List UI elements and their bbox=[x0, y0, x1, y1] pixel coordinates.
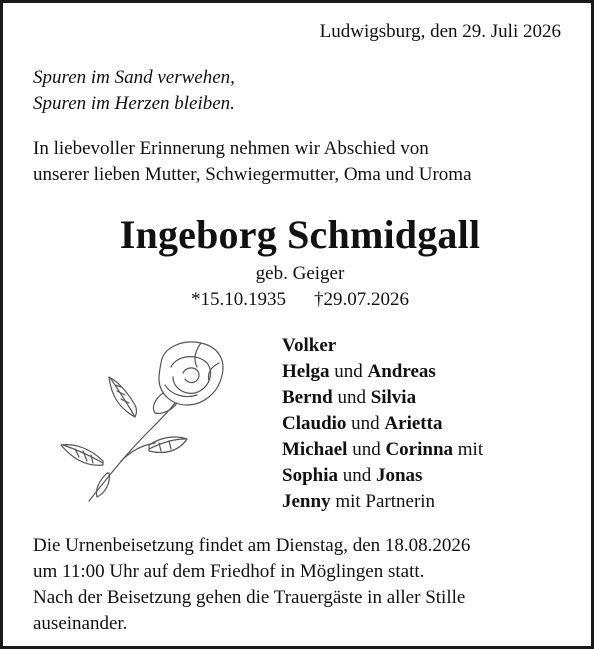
mourner-name: Sophia bbox=[282, 465, 338, 486]
mourner-row bbox=[282, 333, 483, 359]
mourner-joiner: und bbox=[332, 387, 371, 408]
quote-line: Spuren im Sand verwehen, bbox=[33, 67, 235, 88]
life-dates bbox=[3, 289, 594, 311]
maiden-name: geb. Geiger bbox=[255, 263, 345, 284]
mourner-name: Bernd bbox=[282, 387, 333, 408]
closing-line: um 11:00 Uhr auf dem Friedhof in Möglingen statt. bbox=[33, 561, 425, 582]
quote-line: Spuren im Herzen bleiben. bbox=[33, 93, 235, 114]
mourner-name: Helga bbox=[282, 361, 330, 382]
mourner-row bbox=[282, 359, 483, 385]
quote bbox=[33, 65, 235, 117]
birth-date: *15.10.1935 bbox=[191, 289, 286, 310]
deceased-name: Ingeborg Schmidgall bbox=[119, 212, 481, 257]
place-date: Ludwigsburg, den 29. Juli 2026 bbox=[319, 21, 561, 42]
mourner-name: Claudio bbox=[282, 413, 347, 434]
mourner-joiner: und bbox=[337, 465, 376, 486]
mourner-name: Jenny bbox=[282, 491, 331, 512]
closing-line: Nach der Beisetzung gehen die Trauergäste in aller Stille bbox=[33, 587, 466, 608]
mourner-name: Jonas bbox=[375, 465, 423, 486]
mourner-name: Corinna bbox=[385, 439, 454, 460]
intro-text bbox=[33, 136, 472, 188]
mourner-joiner: und bbox=[329, 361, 368, 382]
mourner-row bbox=[282, 411, 483, 437]
mourner-joiner: und bbox=[346, 413, 385, 434]
closing-line: Die Urnenbeisetzung findet am Dienstag, den 18.08.2026 bbox=[33, 535, 471, 556]
closing-text bbox=[33, 533, 470, 637]
mourner-name: Andreas bbox=[367, 361, 436, 382]
mourners-list bbox=[282, 333, 483, 515]
closing-line: auseinander. bbox=[33, 613, 128, 634]
mourner-joiner: mit Partnerin bbox=[330, 491, 436, 512]
intro-line: In liebevoller Erinnerung nehmen wir Abschied von bbox=[33, 138, 429, 159]
mourner-row bbox=[282, 385, 483, 411]
death-date: †29.07.2026 bbox=[314, 289, 409, 310]
intro-line: unserer lieben Mutter, Schwiegermutter, Oma und Uroma bbox=[33, 164, 472, 185]
mourner-joiner: und bbox=[347, 439, 386, 460]
mourner-name: Silvia bbox=[370, 387, 417, 408]
mourner-row bbox=[282, 437, 483, 463]
mourner-row bbox=[282, 489, 483, 515]
mourner-name: Michael bbox=[282, 439, 348, 460]
mourner-suffix: mit bbox=[453, 439, 484, 460]
mourner-name: Arietta bbox=[384, 413, 443, 434]
mourner-row bbox=[282, 463, 483, 489]
rose-icon bbox=[51, 333, 241, 513]
mourner-name: Volker bbox=[282, 335, 337, 356]
